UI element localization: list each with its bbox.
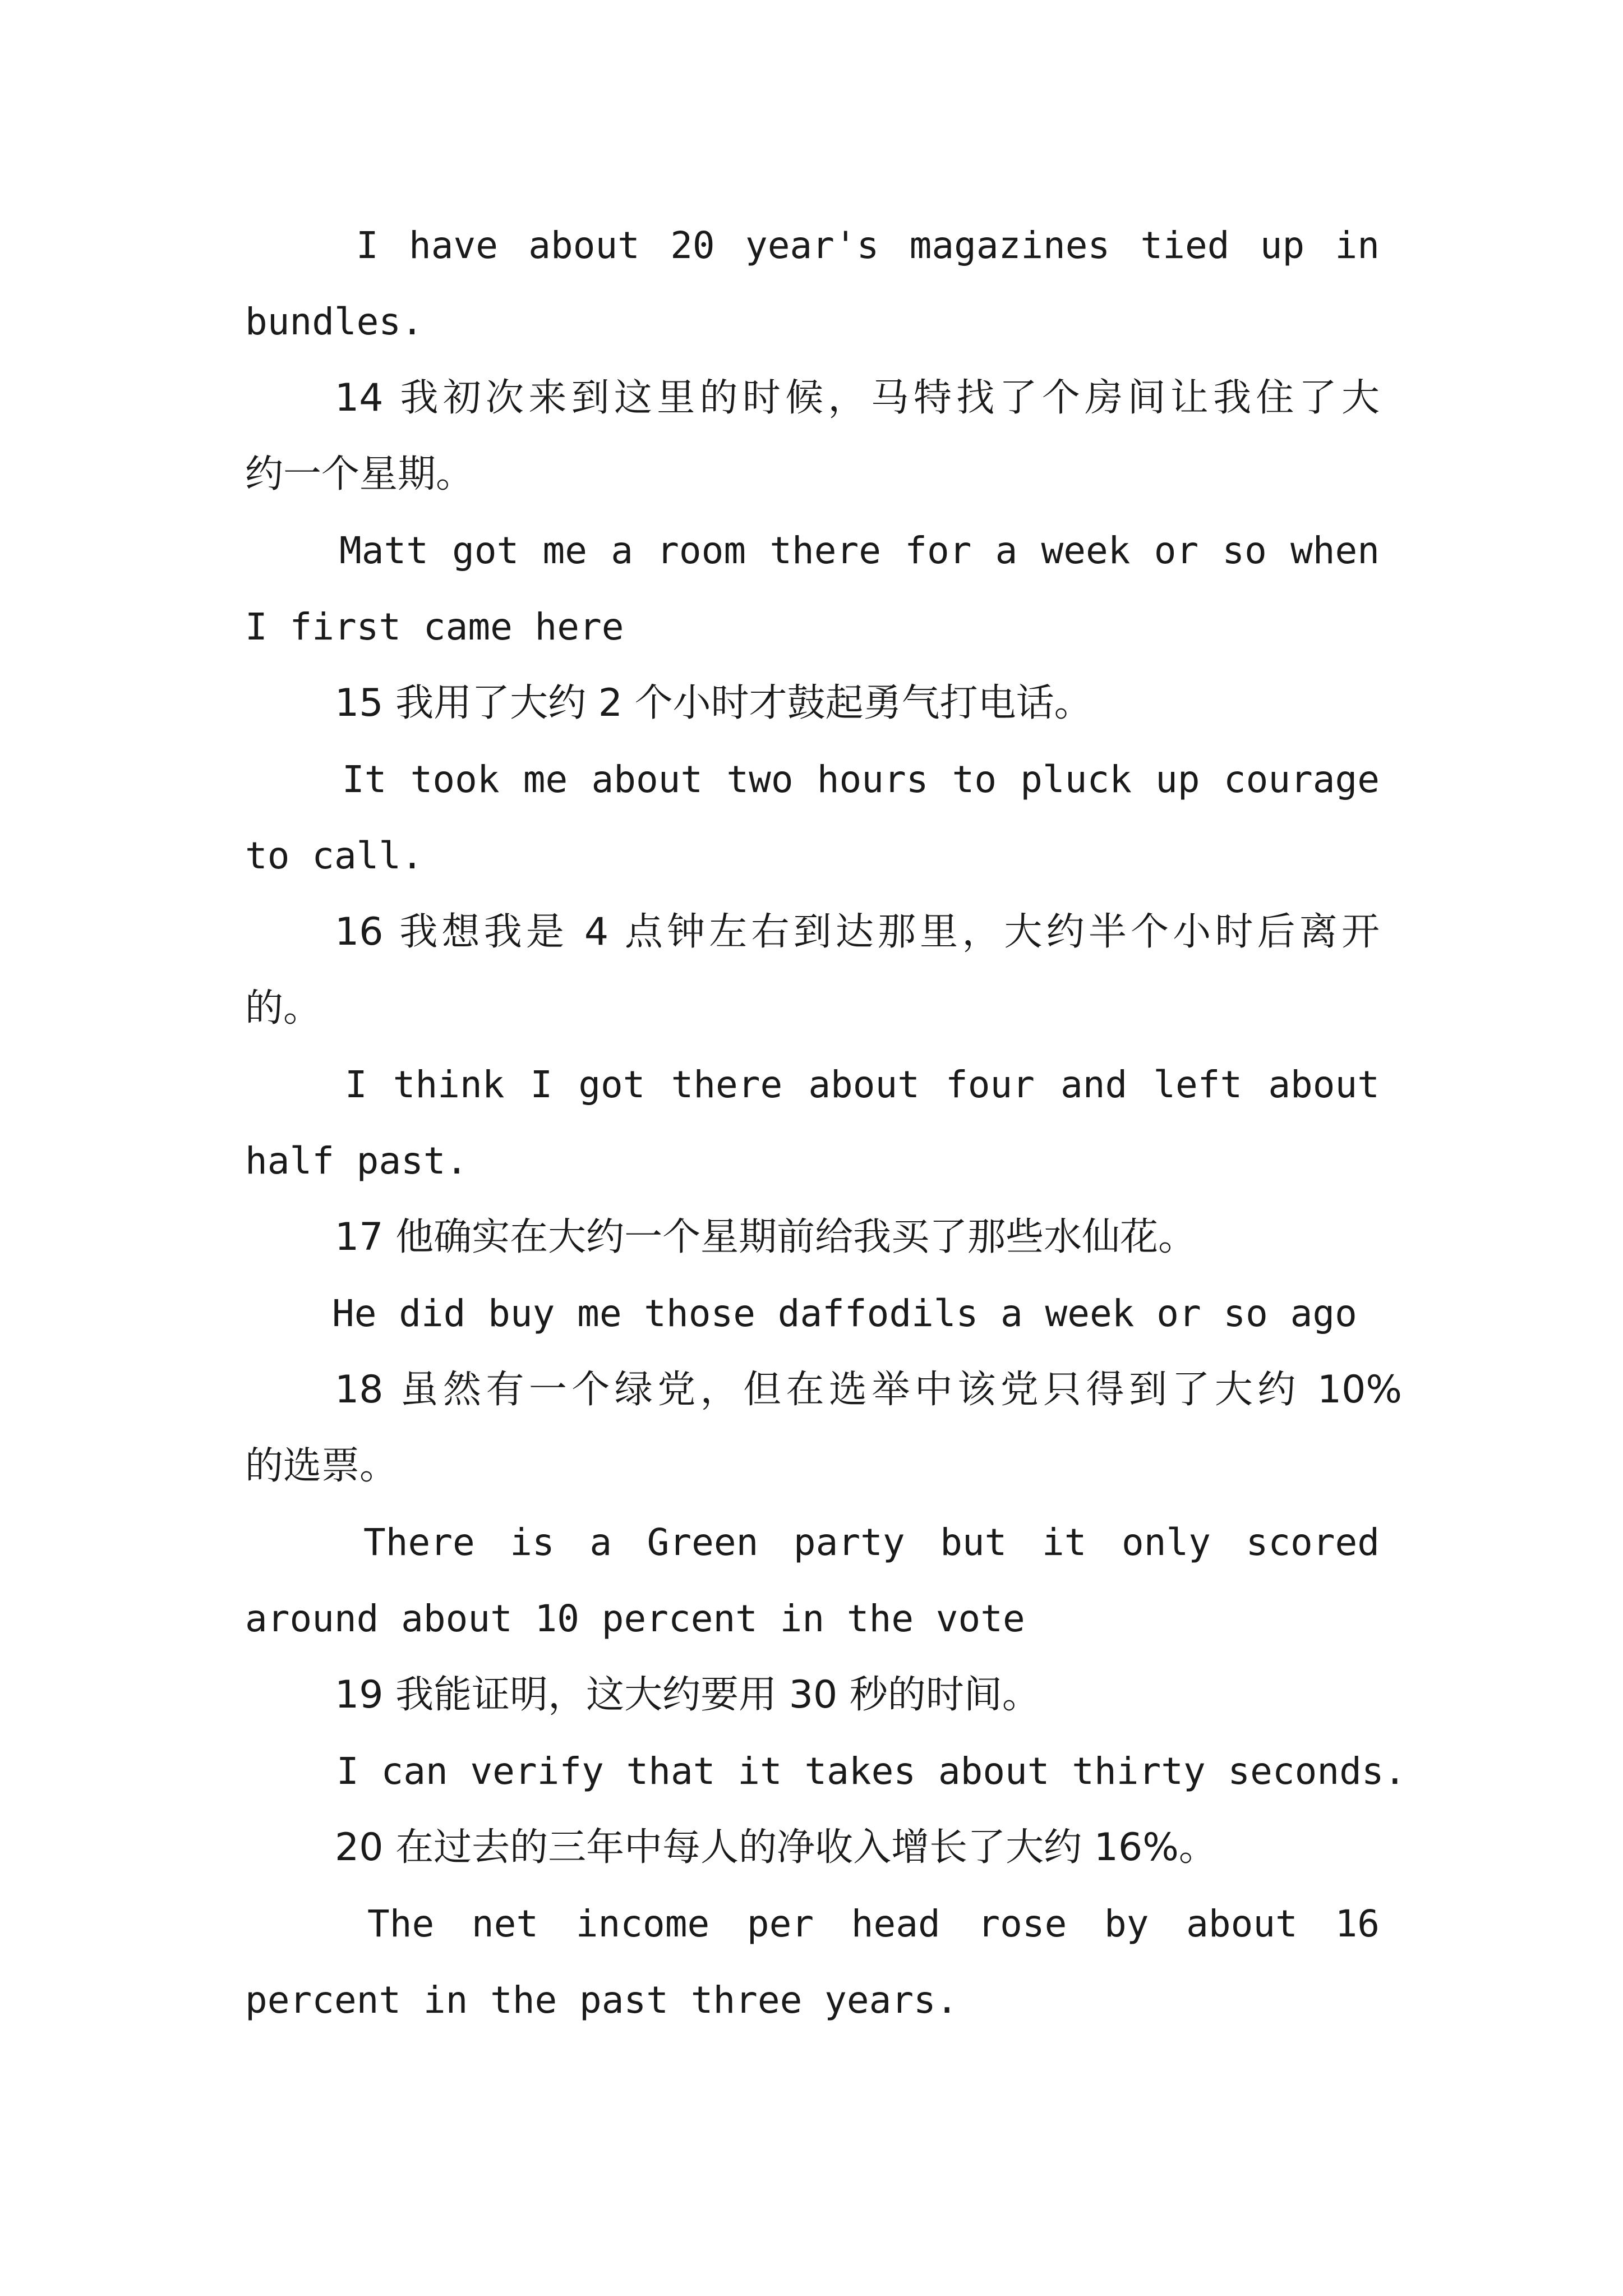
text-line: 20 在过去的三年中每人的净收入增长了大约 16%。 bbox=[335, 1825, 1217, 1870]
text-line: 的。 bbox=[245, 986, 322, 1030]
text-line: 约一个星期。 bbox=[245, 452, 474, 496]
text-line: 18 虽然有一个绿党，但在选举中该党只得到了大约 10% bbox=[335, 1368, 1402, 1412]
text-line: I have about 20 year's magazines tied up in bbox=[356, 224, 1380, 267]
text-line: half past. bbox=[245, 1139, 468, 1182]
text-line: It took me about two hours to pluck up courage bbox=[342, 758, 1380, 801]
text-line: to call. bbox=[245, 834, 423, 877]
text-line: 17 他确实在大约一个星期前给我买了那些水仙花。 bbox=[335, 1215, 1197, 1259]
text-line: He did buy me those daffodils a week or so ago bbox=[332, 1292, 1357, 1335]
text-line: 19 我能证明，这大约要用 30 秒的时间。 bbox=[335, 1673, 1040, 1717]
text-line: bundles. bbox=[245, 300, 423, 343]
text-line: 15 我用了大约 2 个小时才鼓起勇气打电话。 bbox=[335, 681, 1092, 725]
text-line: I can verify that it takes about thirty seconds. bbox=[336, 1750, 1407, 1793]
text-line: around about 10 percent in the vote bbox=[245, 1597, 1025, 1640]
text-line: percent in the past three years. bbox=[245, 1978, 958, 2022]
text-line: 的选票。 bbox=[245, 1444, 398, 1488]
text-line: 14 我初次来到这里的时候，马特找了个房间让我住了大 bbox=[335, 376, 1380, 420]
text-line: I first came here bbox=[245, 605, 624, 648]
text-line: 16 我想我是 4 点钟左右到达那里，大约半个小时后离开 bbox=[335, 910, 1380, 954]
text-line: I think I got there about four and left about bbox=[345, 1063, 1380, 1106]
text-line: There is a Green party but it only scored bbox=[363, 1521, 1380, 1564]
text-line: The net income per head rose by about 16 bbox=[367, 1902, 1380, 1945]
text-line: Matt got me a room there for a week or so when bbox=[339, 529, 1380, 572]
